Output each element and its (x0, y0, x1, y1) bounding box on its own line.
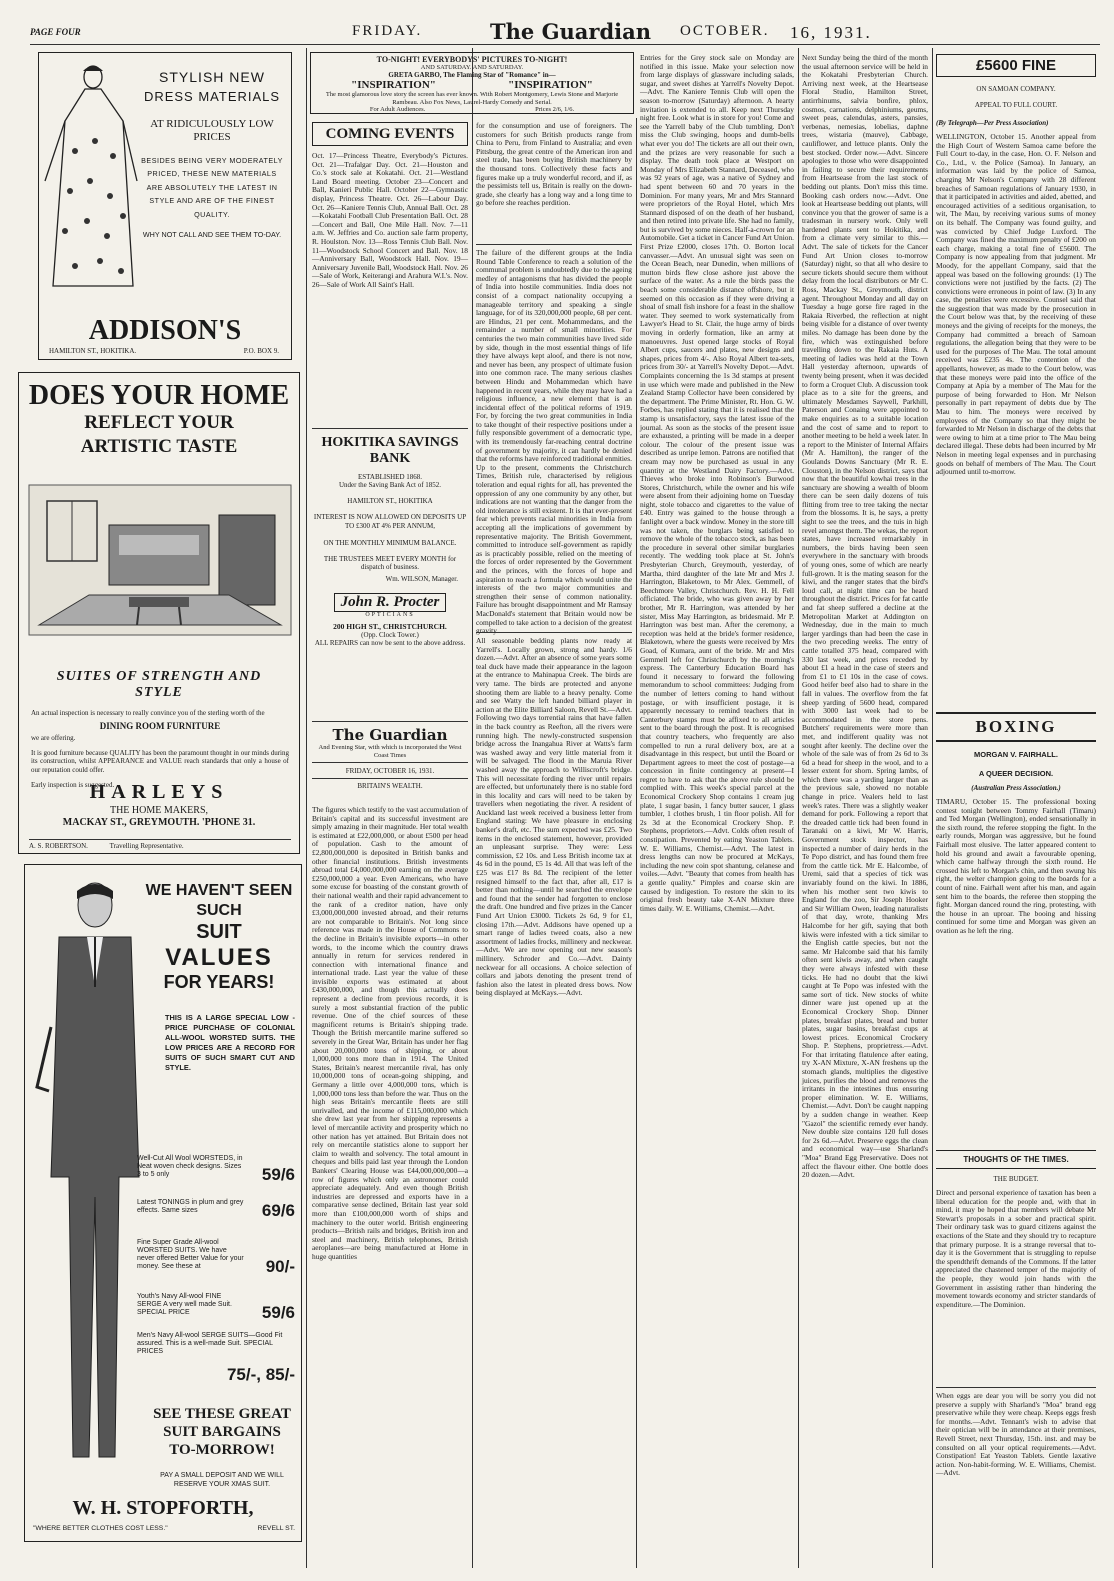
boxing-text: TIMARU, October 15. The professional boxing contest tonight between Tommy Fairhall (Timaru) and Ted Morgan (Wellington), ended sensationally in the sixth round, the referee stopping the fight. In the early rounds, Morgan was aggressive, but he found Fairhall most elusive. The latter appeared content to hold his ground and await a favourable opening, which came halfway through the sixth round. He crossed his left to Morgan's chin, and then swung his right, the welter champion going to the boards for a count of nine. Fairhall went after his man, and again sent him to the boards, the referee then stopping the fight. Morgan danced round the ring, protesting, with the house in an uproar. The booing and hissing continued for some time and Morgan was given an ovation as he left the ring. (936, 797, 1096, 935)
film-title-a: "INSPIRATION" (351, 79, 436, 91)
coming-events-list: Oct. 17—Princess Theatre, Everybody's Pictures. Oct. 21—Trafalgar Day. Oct. 21—Houston and Co.'s stock sale at Kokatahi. Oct. 21—Westland Land Board meeting. October 23—Concert and Ball, Kanieri Public Hall. October 22—Gymnastic display, Princess Theatre. Oct. 26—Labour Day. Oct. 26—Kaniere Tennis Club, Annual Ball. Oct. 28—Kokatahi Football Club Presentation Ball. Oct. 28—Concert and Ball, One Mile Hall. Nov. 7—11 a.m. W. Jeffries and Co. auction sale farm property, R. Houlston. Nov. 13—Ross Tennis Club Ball. Nov. 11—Woodstock School Concert and Ball. Nov. 18—Anniversary Ball, Woodstock Hall. Nov. 19—Anniversary Juvenile Ball, Woodstock Hall. Nov. 26—Sale of Work, Keiterangi and Arahura W.I.'s. Nov. 26—Sale of Work All Saint's Hall. (312, 151, 468, 289)
boxing-sub2: A QUEER DECISION. (978, 769, 1054, 778)
price-item: Men's Navy All-wool SERGE SUITS—Good Fit assured. This is a well-made Suit. SPECIAL PRICES 75/-, 85/- (137, 1332, 295, 1384)
stopforth-cta: SEE THESE GREAT SUIT BARGAINS TO-MORROW! (153, 1406, 291, 1458)
price-item: Well-Cut All Wool WORSTEDS, in Neat woven check designs. Sizes 3 to 5 only 59/6 (137, 1155, 295, 1184)
pictures-star: GRETA GARBO, The Flaming Star of "Romance" in— (388, 71, 556, 79)
pictures-sub: AND SATURDAY. AND SATURDAY. (420, 64, 524, 71)
pictures-top: TO-NIGHT! EVERYBODYS' PICTURES TO-NIGHT! (376, 55, 568, 64)
stopforth-slogan: "WHERE BETTER CLOTHES COST LESS." (33, 1525, 168, 1532)
harleys-rep-title: Travelling Representative. (109, 842, 184, 850)
harleys-name: HARLEYS (89, 781, 229, 803)
bank-name: HOKITIKA SAVINGS BANK (321, 435, 459, 466)
harleys-early: Early inspection is suggested. (31, 780, 115, 789)
addisons-heading-3: AT RIDICULOUSLY LOW PRICES (150, 118, 274, 143)
stopforth-intro: THIS IS A LARGE SPECIAL LOW - PRICE PURCHASE OF COLONIAL ALL-WOOL WORSTED SUITS. THE LOW PRICES ARE A RECORD FOR SUITS OF SUCH SMART CUT AND STYLE. (165, 1013, 295, 1072)
harleys-quality: It is good furniture because QUALITY has been the paramount thought in our minds during its construction, whilst APPEARANCE and VALUE reach standards that only a house of our reputation could offer. (31, 748, 289, 774)
guardian-box-sub: And Evening Star, with which is incorporated the West Coast Times (312, 744, 468, 763)
samoan-telegraph: (By Telegraph—Per Press Association) (936, 119, 1049, 127)
addisons-address: HAMILTON ST., HOKITIKA. (49, 347, 137, 355)
guardian-box-date: FRIDAY, OCTOBER 16, 1931. (312, 767, 468, 779)
lady-illustration (45, 61, 137, 301)
page-number: PAGE FOUR (30, 27, 81, 37)
harleys-offering: we are offering. (31, 734, 76, 743)
samoan-sub: ON SAMOAN COMPANY. (976, 85, 1056, 93)
stopforth-street: REVELL ST. (257, 1525, 295, 1532)
thoughts-title: THOUGHTS OF THE TIMES. (936, 1150, 1096, 1169)
harleys-rep-name: A. S. ROBERTSON. (29, 842, 88, 850)
procter-logo: John R. Procter (334, 593, 447, 612)
harleys-address: MACKAY ST., GREYMOUTH. 'PHONE 31. (62, 817, 256, 828)
procter-sub: OPTICIANS (365, 612, 415, 618)
india-article: The failure of the different groups at the India Round Table Conference to reach a solution of the communal problem is undoubtedly due to the ageing medley of antagonisms that has divided the people of India into hostile communities. India does not consist of a compact nationality occupying a manageable territory and speaking a single language, for of its 320,000,000 people, 68 per cent. are Hindus, 21 per cent. Mohammedans, and the remainder a number of small minorities. For centuries the two main communities have lived side by side, though in the most essential things of life they have always kept aloof, and there is not now, and never has been, any prospect of ultimate fusion into one common race. The many serious clashes between Hindu and Mohammedan which have happened in recent years, while they may have had a religious influence, a new element that is an incidental effect of the political reforms of 1919. For, by forcing the two great communities in India to take thought of their respective positions under a fully responsible government of a democratic type, with its tremendously far-reaching central doctrine of government by majority, it can hardly be denied that the reforms have reinforced traditional enmities. Up to the present, comments the Christchurch Times, British rule, characterised by religious toleration and equal rights for all, has prevented the oppression of any one community by any other, but indications are not wanting that the danger from the old intolerance is still existent. It is that ever-present fear which prevents racial minorities in India from accepting all the implications of government by representative majority. The British Government, committed to introduce self-government as rapidly as is practicably possible, relied on the meeting of the forces of order represented by the Government and the princes, with the forces of hope and aspiration to reach a formula which would unite the interests of the two major communities and strengthen their sense of common nationality. Failure has brought disappointment and Mr Ramsay MacDonald's statement that Britain would now be compelled to take action to a decision of the greatest gravity. (476, 244, 632, 625)
bank-manager: Wm. WILSON, Manager. (385, 575, 458, 583)
stopforth-heading-2: SUIT (196, 921, 242, 943)
pictures-adults: For Adult Audiences. (369, 106, 426, 113)
guardian-box (312, 724, 468, 806)
bank-est: ESTABLISHED 1868. (358, 473, 422, 481)
col3-continuation: for the consumption and use of foreigners. The customers for such British products range from China to Peru, from Finland to Australia; and even Pittsburg, the great centre of the American iron and steel trade, has been buying British machinery by the thousand tons. Collectively these facts and figures make up a truly wonderful record, and if, as the pessimists tell us, Britain is really on the down-grade, she clearly has a long way and a long time to go before she reaches perdition. (476, 121, 632, 208)
col4-notes: Entries for the Grey stock sale on Monday are notified in this issue. Make your selection now from large displays of glassware including salads, sugar, and sweet dishes at Yarrell's Novelty Depot.—Advt. The Kaniere Tennis Club will open the season to-morrow (Saturday) afternoon. A hearty invitation is extended to all. Keep next Thursday night free. Look what is in store for you! Come and see the Yarrell baby of the Club tumbling. Don't miss the Club swinging, hoops and dumb-bells what ever you do! The tickets are all out their own, and the prizes are very reasonable for such a display. The death took place at Westport on Monday of Mrs Elizabeth Stannard, Deceased, who was 92 years of age, was a native of Sydney and had spent between 60 and 70 years in the Dominion. For many years, Mr and Mrs Stannard were proprietors of the Royal Hotel, which Mrs Stannard disposed of on the death of her husband, and then retired into private life. She had no family, but is survived by some nieces. Half-a-crown for an Automobile. Get a ticket in Cancer Fund Art Union. First Prize £2000, closes 17th. O. Borton local canvasser.—Advt. An unusual sight was seen on the Ocean Beach, near Dunedin, when millions of mutton birds flew close ashore just above the surface of the water. As a rule the birds pass the beach some considerable distance offshore, but it seemed on this occasion as if they were driving a shoal of small fish inshore for a feast in the shallow water. They seemed to work systematically from Lawyer's Head to St. Clair, the huge army of birds moving in orderly formation, like an army at manoeuvres. Just opened large stocks of Royal Albert cups, saucers and plates, new designs and shapes, prices from 4/-. Also Royal Albert tea-sets, prices from 30/- at Yarrell's Novelty Depot.—Advt. Complaints concerning the 1s 3d stamps at present in use which were made and published in the New Zealand Stamp Collector have been considered by the department. The Prime Minister, Rt. Hon. G. W. Forbes, has replied stating that it is realised that the stamp is unsatisfactory, says the latest issue of the journal. As soon as the stocks of the present issue are exhausted, a printing will be made in a deeper colour. The colour of the present issue was described as unripe lemon. Patrons are notified that cream may now be purchased as usual in any quantity at the Westland Dairy Factory.—Advt. Thieves who broke into Robinson's Burwood Stores, Christchurch, while the owner and his wife were absent from their adjoining home on Tuesday night, stole tobacco and cigarettes to the value of £40. Entry was gained to the house through a fanlight over a back window. Money in the store till was not taken, the burglars being satisfied to remove the whole of the tobacco stock, as has been the procedure in several other similar burglaries recently. The wedding took place at St. John's Presbyterian Church, Greymouth, yesterday, of Martha, third daughter of the late Mr and Mrs J. Harrington, Blaketown, to Mr Alex. Gemmell, of Beechmore Valley, Christchurch. Rev. H. H. Fell officiated. The bride, who was given away by her brother, Mr R. Harrington, was attended by her sister, Miss May Harrington, as bridesmaid. Mr P. Harrington was best man. After the ceremony, a reception was held at the bride's former residence, Blaketown, where the guests were received by Mrs Goad, of Kumara, aunt of the bride. Mr and Mrs Gemmell left for Christchurch by the morning's express. The Canterbury Education Board has found it necessary to forward the following memorandum to school committees: Judging from the number of letters coming to hand without postage, or with insufficient postage, it is apparently necessary to remind teachers that in Canterbury stamps must be affixed to all articles sent to the board through the post. It is recognised that country teachers, who frequently are also compelled to run a rural delivery box, are at a disadvantage in this respect, but until the Board or Department agrees to meet the cost of postage—a concession in finite contingency at present—I regret to have to ask that the above rule should be complied with. This week's special parcel at the Economical Crockery Shop contains 1 cream jug plate, 1 sugar basin, 1 fancy butter saucer, 1 glass tumbler, 1 clothes brush, 1 tin floor polish. All for 2s 3d at the Economical Crockery Shop. P. Stephens, proprietors.—Advt. Colds often result of constipation. Prevented by eating Yeaston Tablets. W. E. Williams, Chemist.—Advt. The latest in dress lengths can now be procured at McKays, including the new coin spot shantung, celanese and voiles.—Advt. "Beauty that comes from health has a gentle quality." Pimples and coarse skin are caused by indigestion. To restore the skin to its original fresh beauty take X-AN Mixture three times daily. W. E. Williams, Chemist.—Advt. (640, 53, 794, 913)
bank-interest: INTEREST IS NOW ALLOWED ON DEPOSITS UP TO £300 AT 4% PER ANNUM, (313, 513, 467, 530)
masthead-title: The Guardian (490, 19, 651, 44)
bank-address: HAMILTON ST., HOKITIKA (347, 497, 433, 505)
stopforth-heading-3: VALUES (165, 944, 273, 971)
procter-opp: (Opp. Clock Tower.) (361, 631, 419, 639)
pictures-desc: The most glamorous love story the screen has ever known. With Robert Montgomery, Lewis Stone and Marjorie Rambeau. Also Fox News, Laurel-Hardy Comedy and Serial. (325, 91, 619, 106)
masthead-month: OCTOBER. (680, 23, 770, 39)
harleys-suites: SUITES OF STRENGTH AND STYLE (56, 669, 262, 700)
samoan-text: WELLINGTON, October 15. Another appeal from the High Court of Western Samoa came before the Full Court to-day, in the case, Hon. O. F. Nelson and Co., Ltd., v. the Police (Samoa). In January, an information was laid by the police of Samoa, charging Mr Nelson's Company with 28 different breaches of Samoan regulations of January 1930, in that it participated in activities and aided, abetted, and encouraged activities of a seditious organisation, to wit, The Mau, by receiving various sums of money on its behalf. The Company was found guilty, and was convicted by Chief Judge Luxford. The Company was fined the maximum penalty of £200 on each charge, making a total fine of £5600. The Company is now appealing from that judgment. Mr Moody, for the appellant Company, said that the appeal was based on the following grounds: (1) The convictions were not justified by the facts. (2) The convictions were erroneous in point of law. (3) In any case, the penalties were excessive. Counsel said that the suggestion that was made by the prosecution in the Court below was that, by the receiving of these moneys and the giving of receipts for the moneys, the Company had committed a breach of Samoan regulations, the allegation being that they were to be used for the purposes of The Mau. The total amount received was £235 4s. The contention of the appellants, however, as made to the Court below, was that these moneys were paid into the office of the Company at Apia by a member of The Mau for the purpose of being forwarded to Hon. Mr Nelson personally in part repayment of debts due by The Mau to him. The moneys were received by employees of the Company so that they might be forwarded to Mr Nelson in discharge of the debts that were owing to him at a time prior to The Mau being declared illegal. These debts had been incurred by Mr Nelson in meeting legal expenses and in purchasing goods on behalf of members of The Mau. The Court adjourned until to-morrow. (936, 132, 1096, 477)
harleys-dining: DINING ROOM FURNITURE (99, 720, 221, 731)
coming-events-title: COMING EVENTS (312, 122, 468, 146)
boxing-title: BOXING (936, 712, 1096, 742)
addisons-pobox: P.O. BOX 9. (243, 347, 279, 355)
film-title-b: "INSPIRATION" (508, 79, 593, 91)
samoan-sub2: APPEAL TO FULL COURT. (974, 101, 1058, 109)
pictures-ad (310, 52, 634, 114)
thoughts-text: Direct and personal experience of taxation has been a liberal education for the people and, with that in mind, it may be hoped that members will debate Mr Stewart's proposals in a sober and practical spirit. Their ordinary task was to guard citizens against the exactions of the State and they should try to recapture that primary purpose. It is a strange reversal that to-day it is the Government that is struggling to repulse the spendthrift demands of the Commons. If the latter appreciated the chastened temper of the majority of the people, they would join hands with the Government in assisting rather than hindering the movement towards economy and stricter standards of expenditure.—The Dominion. (936, 1188, 1096, 1309)
boxing-sub: MORGAN V. FAIRHALL. (974, 750, 1058, 759)
stopforth-ad (24, 864, 302, 1542)
col5-notes: Next Sunday being the third of the month the usual afternoon service will be held in the Kokatahi Presbyterian Church. Arriving next week, at the Heartsease Floral Studio, Hamilton Street, antirrhinums, salvia bonfire, phlox, cosmos, carnations, delphiniums, geums, sweet peas, calendulas, asters, pansies, verbenas, nemesias, lobelias, daphne trees, wistaria (mauve), Cabbage, cauliflower, and lettuce plants. Only the best stocked. Order now.—Advt. Sincere apologies to those who were disappointed in failing to secure their requirements from Heartsease from the last stock of bedding out plants. Don't miss this time. Booking cash orders now.—Advt. One look at Heartsease bedding out plants, will convince you that the grower of same is a tradesman in nursery work. Only well hardened plants sent to Hokitika, and from a climate very similar to this.—Advt. The sale of tickets for the Cancer Fund Art Union closes to-morrow (Saturday) night, so that all who desire to secure tickets should secure them without delay from the local distributors or Mr C. Ross, Mackay St., Greymouth, district agent. Throughout Monday and all day on Tuesday a huge gorse fire raged in the Rakaia Riverbed, the reflection at night being visible for a distance of over twenty miles. No damage has been done by the fire, which was extinguished before travelling down to the Rakaia Huts. A meeting of ladies was held at the Town Hall yesterday afternoon, upwards of twenty being present, when it was decided to form a Croquet Club. A discussion took place as to a site for the greens, and ultimately Mesdames Saywell, Parkhill, Paterson and Conaing were appointed to make enquiries as to a suitable location and the cost of same and to report to another meeting to be held a week later. In a report to the Minister of Internal Affairs (Mr A. Hamilton), the ranger of the Goulands Downs Sanctuary (Mr R. E. Clouston), in the Nelson district, says that now that the beautiful kowhai trees in the sanctuary are showing a wealth of bloom there can be seen daily dozens of tuis flitting from tree to tree taking the nectar from the blossoms. It is, he says, a pretty sight to see the trees, and the tuis in high revel amongst them. The wekas, the report states, have increased remarkably in numbers, the birds having been seen everywhere in the sanctuary with broods of young ones, some of which are nearly full-grown. It is the mating season for the kiwi, and the ranger states that the bird's loud call, at night time can be heard throughout the district. Prices for fat cattle and fat sheep suffered a decline at the Metropolitan Market at Addington on Wednesday, due in the main to much larger yardings than had been the case in the two preceding weeks. The entry of cattle totalled 375 head, compared with 330 last week, and prices receded by about £1 a head in the case of steers and from £1 to £1 10s in the case of cows. Good heifer beef also had to share in the fall in values. The overflow from the fat sheep yarding of 5600 head, compared with 3000 last week had to be accommodated in the store pens. Butchers' requirements were more than met, and indifferent quality was not sought after keenly. The decline over the whole of the sale was of from 2s 6d to 3s 6d a head for sheep in the wool, and to a lesser extent for shorn. Spring lambs, of which there was a yarding larger than as the previous sale, showed no notable change in price. Vealers held to last week's rates. There was a slightly weaker demand for pork. Following a report that the dreaded cattle tick had been found in Taranaki on a kiwi, Mr W. Harris, Government stock inspector, has inspected a number of dairy herds in the Te Popo district, and has found them free from the cattle tick. Mr E. Halcombe, of Uremi, said that a species of tick was invariably found on the kiwi. In 1886, when his mother sent two kiwis to England for the zoo, Sir Joseph Hooker and Sir William Owen, leading naturalists of that day, wrote, thanking Mrs Halcombe for her gift, saying that both kiwis were infested with a tick similar to the English cattle species, but not the same. Mr Halcombe said that his family often sent kiwis away, and when caught they were always infested with these ticks. He had no doubt that the kiwi caught at Te Popo was infested with the same sort of tick. New stocks of white dinner ware just opened up at the Economical Crockery Shop. Dinner plates, breakfast plates, bread and butter plates, sugar basins, breakfast cups at lowest prices. Economical Crockery Shop. P. Stephens, proprietress.—Advt. For that irritating flatulence after eating, try X-AN Mixture, X-AN freshens up the stomach glands, multiplies the digestive juices, purifies the blood and removes the irritants in the intestines thus ensuring proper elimination. W. E. Williams, Chemist.—Advt. Don't be caught napping by a sudden change in weather. Keep "Gazol" the scientific remedy ever handy. New double size contains 120 full doses for 2s 6d.—Advt. Preserve eggs the clean and economical way—use Sharland's "Moa" Brand Egg Preservative. Does not affect the flavour either. One bottle does 20 dozen.—Advt. (802, 53, 928, 1180)
masthead (30, 18, 1100, 45)
procter-repairs: ALL REPAIRS can now be sent to the above address. (314, 639, 466, 647)
procter-address: 200 HIGH ST., CHRISTCHURCH. (333, 622, 447, 631)
price-item: Fine Super Grade All-wool WORSTED SUITS. We have never offered Better Value for your money. See these at 90/- (137, 1239, 295, 1276)
thoughts-sub: THE BUDGET. (993, 1175, 1039, 1183)
addisons-ad (38, 52, 292, 360)
savings-bank-ad (312, 428, 468, 722)
bank-under: Under the Saving Bank Act of 1852. (338, 481, 442, 489)
samoan-title: £5600 FINE (936, 54, 1096, 77)
stopforth-deposit: PAY A SMALL DEPOSIT AND WE WILL RESERVE YOUR XMAS SUIT. (160, 1472, 284, 1488)
addisons-body: BESIDES BEING VERY MODERATELY PRICED, THESE NEW MATERIALS ARE ABSOLUTELY THE LATEST IN STYLE AND ARE OF THE FINEST QUALITY. (141, 156, 283, 219)
guardian-box-heading: BRITAIN'S WEALTH. (357, 782, 423, 790)
stopforth-heading-4: FOR YEARS! (163, 972, 275, 992)
price-item: Youth's Navy All-wool FINE SERGE A very well made Suit. SPECIAL PRICE 59/6 (137, 1293, 295, 1322)
addisons-heading-2: DRESS MATERIALS (143, 89, 281, 104)
thoughts-ads: When eggs are dear you will be sorry you did not preserve a supply with Sharland's "Moa" brand egg preservative while they were cheap. Keeps eggs fresh for months.—Advt. Tennant's wish to advise that their optician will be in attendance at their premises, Revell Street, next Thursday, 15th. inst. and may be consulted on all your optical requirements.—Advt. Constipation! Eat Yeaston Tablets. Gentle laxative action. Non-habit-forming. W. E. Williams, Chemist.—Advt. (936, 1387, 1096, 1552)
harleys-ad (18, 372, 300, 854)
thoughts-article (936, 1150, 1096, 1564)
samoan-article (936, 54, 1096, 702)
britain-wealth-article: The figures which testify to the vast accumulation of Britain's capital and its successful investment are simply amazing in their magnitude. Her total wealth is estimated at £22,000,000, or about £500 per head of population. Cash to the amount of £2,800,000,000 is deposited in British banks and other financial institutions. British investments abroad total £4,000,000,000 earning on the average £250,000,000 a year. Even Americans, who have some excuse for boasting of the constant growth of their national wealth and their rapid advancement to the rank of a creditor nation, have only £3,000,000,000 invested abroad, and their returns are not comparable to Britain's. Not long since reference was made in the House of Commons to the decline in Britain's invisible exports—in other words, to the income which the country draws annually in return for services rendered in connection with international finance and international trade. Last year the value of these invisible exports was estimated at about £430,000,000, and though this actually does represent a decline from previous records, it is surely a most substantial fraction of the public revenue. One of the chief sources of these magnificent returns is Britain's shipping trade. Though the British mercantile marine suffered so severely in the Great War, Britain has under her flag about 20,000,000 tons of shipping, or about 1,000,000 tons more than in 1914. The United States, Britain's nearest mercantile rival, has only 10,000,000 tons of ocean-going shipping, and Germany a little over 4,000,000 tons, which is 1,000,000 tons less than before the war. Thus on the high seas Britain's mercantile fleets are still unrivalled, and the income of £115,000,000 which she drew last year from her shipping represents a level of mercantile activity and prosperity which no other nation has yet attained. But Britain does not rely on mercantile statistics alone to support her claim to wealth and solvency. The total amount in cheques and bills paid last year through the London Bankers' Clearing House was £44,000,000,000—a row of figures which only an astronomer could appreciate adequately. And even though British industries are depressed and exports have in a comparative sense declined, Britain last year sold more than £100,000,000 worth of ships and machinery to the outer world. British engineering products—British rails and bridges, British iron and steel and machinery, British telephones, British aeroplanes—are being manufactured at Home in huge quantities (312, 805, 468, 1261)
masthead-date: 16, 1931. (790, 23, 872, 42)
price-item: Latest TONINGS in plum and grey effects. Same sizes 69/6 (137, 1199, 295, 1220)
addisons-cta: WHY NOT CALL AND SEE THEM TO-DAY. (142, 230, 282, 240)
pictures-prices: Prices 2/6, 1/6. (535, 106, 575, 113)
boxing-article (936, 712, 1096, 1142)
harleys-heading-1: DOES YOUR HOME (28, 380, 290, 411)
boxing-agency: (Australian Press Association.) (971, 784, 1061, 792)
addisons-heading-1: STYLISH NEW (159, 69, 265, 85)
bank-trustees: THE TRUSTEES MEET EVERY MONTH for dispatch of business. (323, 555, 457, 571)
harleys-heading-2: REFLECT YOUR ARTISTIC TASTE (80, 412, 238, 457)
col3-notes: All seasonable bedding plants now ready at Yarrell's. Locally grown, strong and hardy. 1/6 dozen.—Advt. After an absence of some years some teal duck have made their appearance in the lagoon at the entrance to Mahinapua Creek. The birds are very tame. The birds are protected and anyone shooting them are liable to a heavy penalty. Come and see Watty the left handed billiard player in action at the Elite Billiard Saloon, Revell St.—Advt. Following two days torrential rains that have fallen in the back country as Reefton, all the rivers were running high. The newly-constructed suspension bridge across the Inangahua River at Watts's farm was washed away and very little material from it will be salvaged. The flood in the Maruia River washed away the approach to Williscroft's bridge. This will necessitate fording the river until repairs are effected, but unfortunately there is no stable ford in this locality and cars will need to be taken by travellers when negotiating the river. A resident of Auckland last week received a business letter from England stating: We have pleasure in enclosing banker's draft, etc. The sum expected was £25. Two items in the enclosed statement, however, provided an unpleasant surprise. They were: Less commission, £2 10s. and Less British income tax at 4s 6d in the pound, £5 1s 4d. All that was left of the £25 was £17 8s 8d. The recipient of the letter resigned himself to the fact that, after all, £17 is better than nothing—until he searched the envelope and found that the sender had forgotten to enclose the draft. One hundred and five prizes in the Cancer Fund Art Union £3000. Tickets 2s 6d, 9 for £1, closing 17th.—Advt. Addisons have opened up a smart range of ladies tweed coats, also a new assortment of ladies frocks, millinery and neckwear.—Advt. We are now opening out new season's millinery. Schroder and Co.—Advt. Dainty neckwear for all occasions. A choice selection of collars and jabots denoting the present trend of fashion also the latest in pleated dress bows. Now being displayed at McKays.—Advt. (476, 632, 632, 1569)
harleys-inspect: An actual inspection is necessary to really convince you of the sterling worth of the (31, 709, 265, 717)
addisons-name: ADDISON'S (88, 315, 242, 346)
guardian-box-title: The Guardian (332, 726, 448, 744)
harleys-sub: THE HOME MAKERS, (109, 805, 209, 816)
room-illustration (29, 485, 291, 635)
man-illustration (29, 877, 149, 1467)
masthead-day: FRIDAY. (352, 23, 423, 39)
stopforth-name: W. H. STOPFORTH, (72, 1497, 254, 1519)
stopforth-heading-1: WE HAVEN'T SEEN SUCH (145, 882, 293, 919)
bank-monthly: ON THE MONTHLY MINIMUM BALANCE. (323, 539, 457, 547)
